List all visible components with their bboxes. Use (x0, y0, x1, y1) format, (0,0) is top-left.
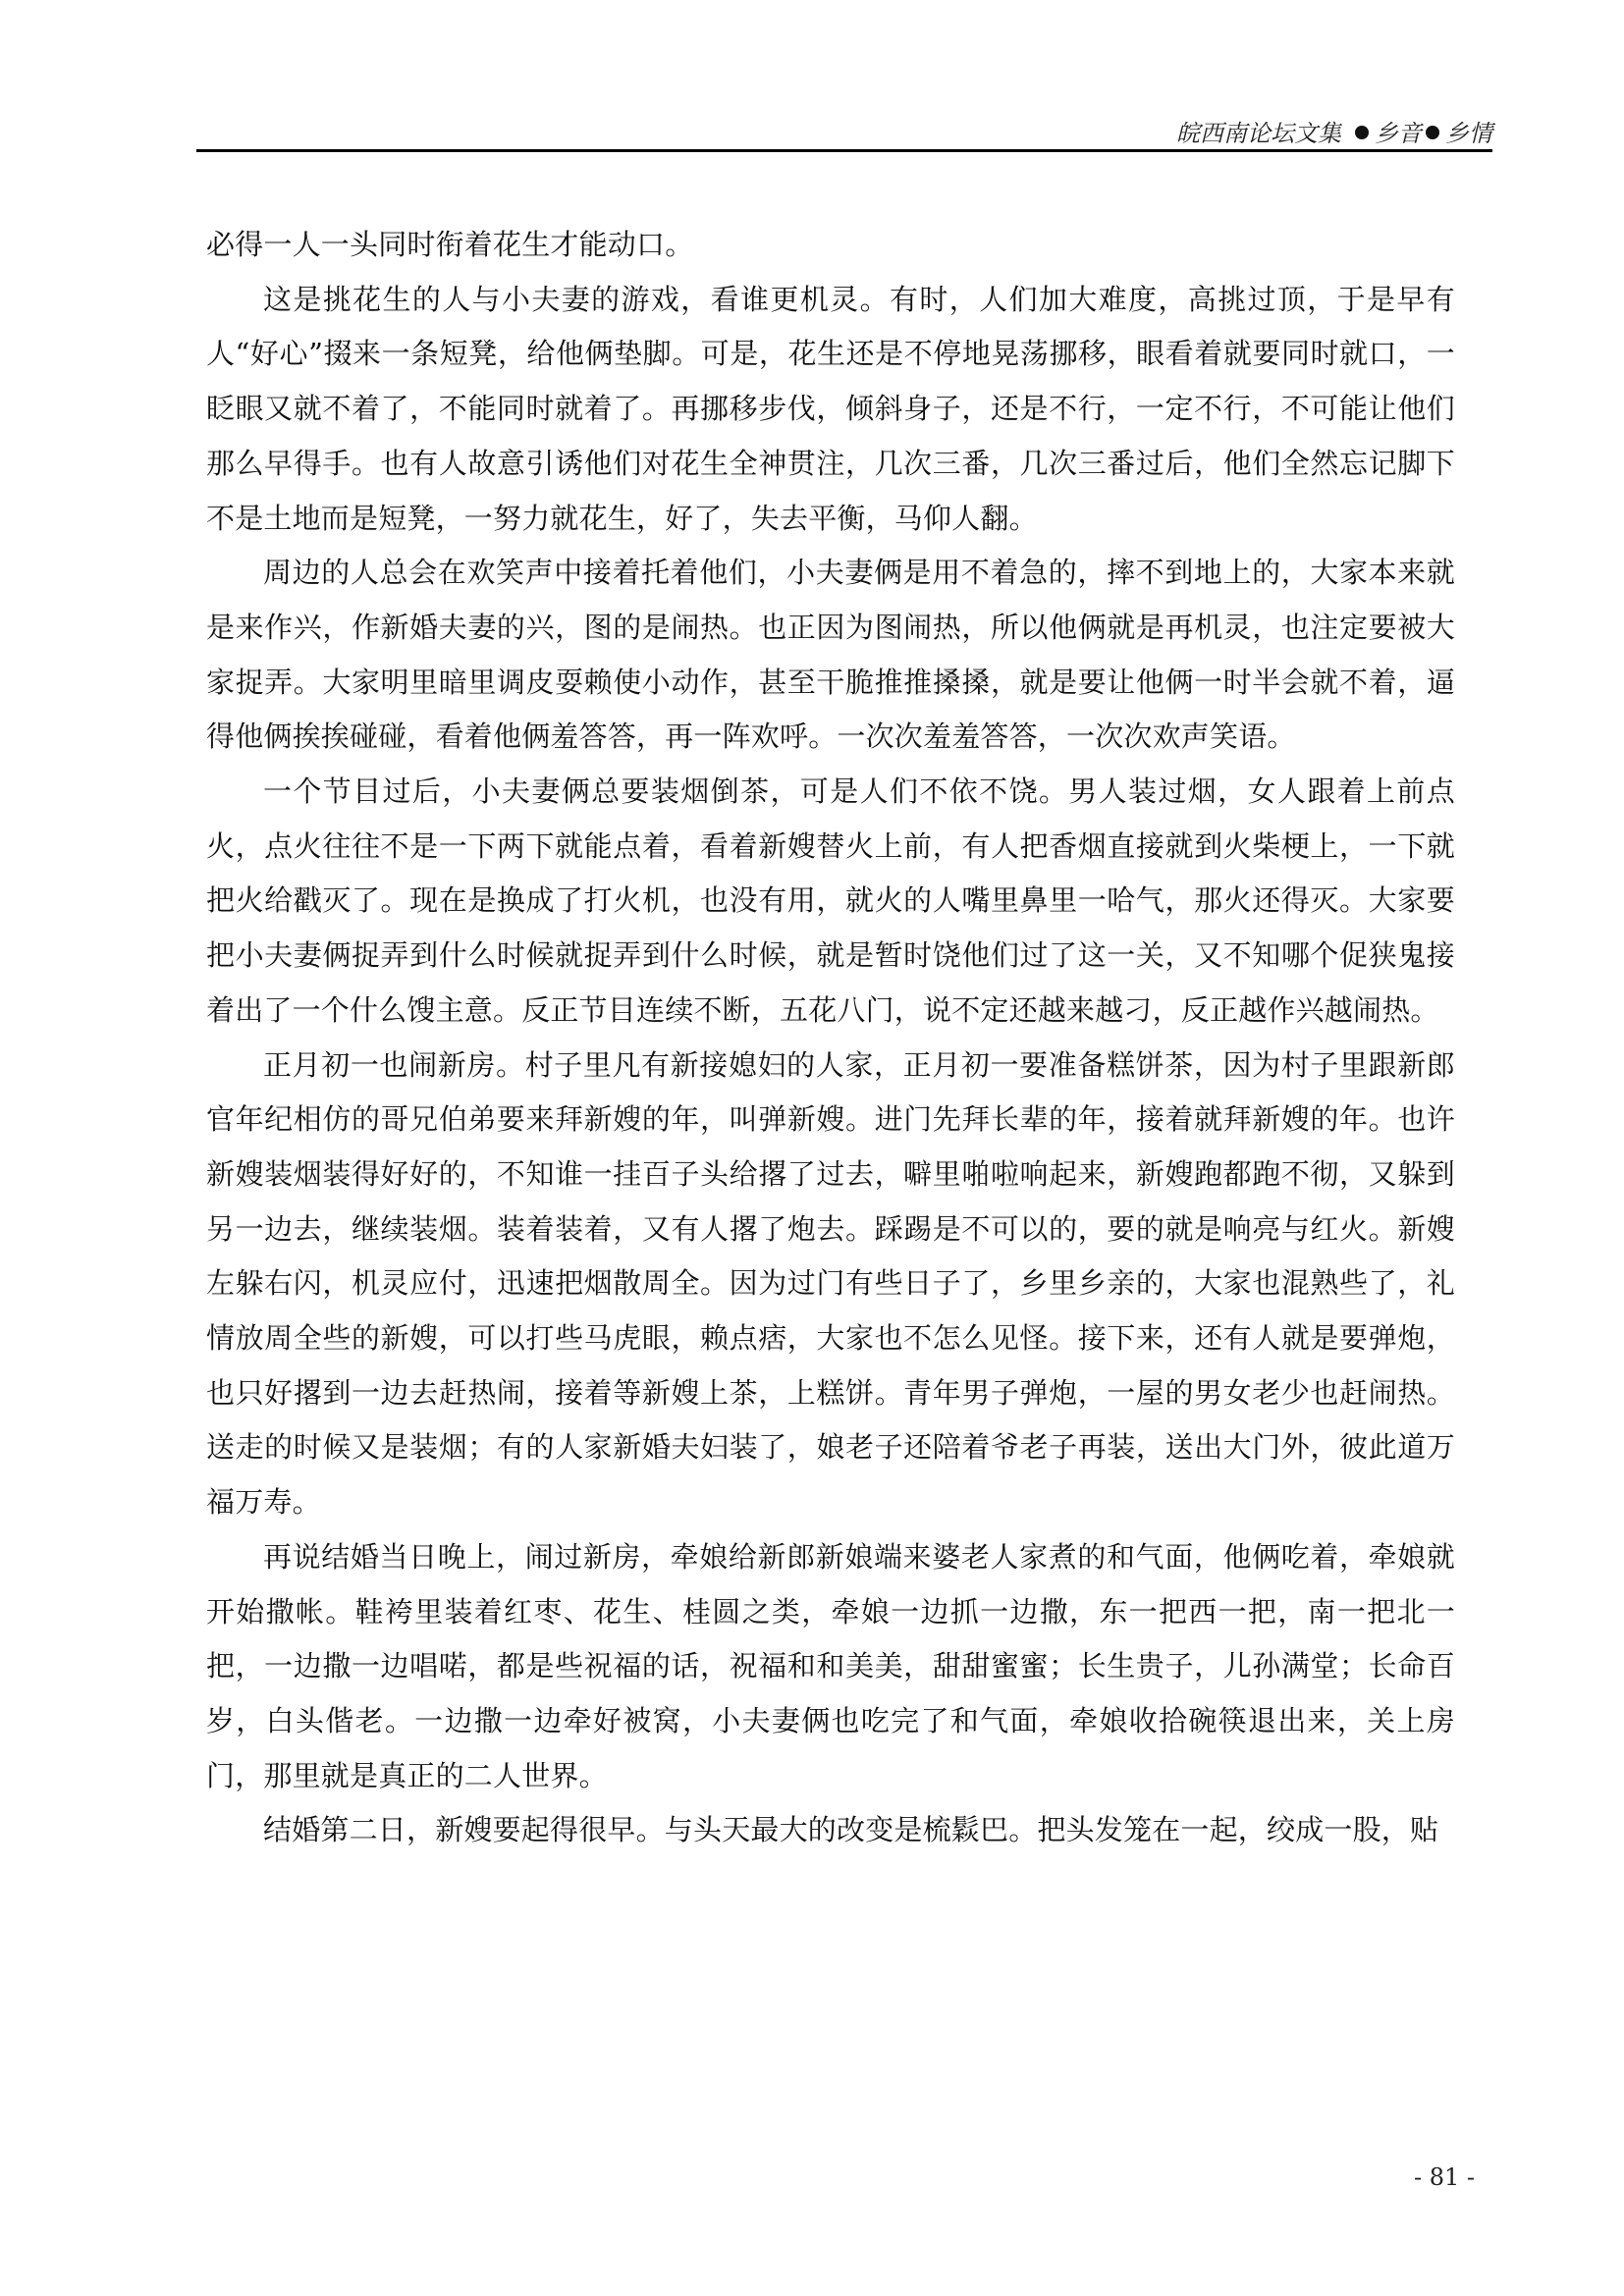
paragraph: 结婚第二日，新嫂要起得很早。与头天最大的改变是梳鬏巴。把头发笼在一起，绞成一股，贴 (263, 1813, 1439, 1847)
paragraph: 这是挑花生的人与小夫妻的游戏，看谁更机灵。有时，人们加大难度，高挑过顶，于是早有人“好心”掇来一条短凳，给他俩垫脚。可是，花生还是不停地晃荡挪移，眼看着就要同时就口，一眨眼又就不着了，不能同时就着了。再挪移步伐，倾斜身子，还是不行，一定不行，不可能让他们那么早得手。也有人故意引诱他们对花生全神贯注，几次三番，几次三番过后，他们全然忘记脚下不是土地而是短凳，一努力就花生，好了，失去平衡，马仰人翻。 (206, 282, 1455, 535)
page-number: - 81 - (1413, 2163, 1475, 2191)
paragraph: 再说结婚当日晚上，闹过新房，牵娘给新郎新娘端来婆老人家煮的和气面，他俩吃着，牵娘就开始撒帐。鞋袴里装着红枣、花生、桂圆之类，牵娘一边抓一边撒，东一把西一把，南一把北一把，一边撒一边唱喏，都是些祝福的话，祝福和和美美，甜甜蜜蜜；长生贵子，儿孙满堂；长命百岁，白头偕老。一边撒一边牵好被窝，小夫妻俩也吃完了和气面，牵娘收拾碗筷退出来，关上房门，那里就是真正的二人世界。 (206, 1539, 1455, 1792)
paragraph: 一个节目过后，小夫妻俩总要装烟倒茶，可是人们不依不饶。男人装过烟，女人跟着上前点火，点火往往不是一下两下就能点着，看着新嫂替火上前，有人把香烟直接就到火柴梗上，一下就把火给戳灭了。现在是换成了打火机，也没有用，就火的人嘴里鼻里一哈气，那火还得灭。大家要把小夫妻俩捉弄到什么时候就捉弄到什么时候，就是暂时饶他们过了这一关，又不知哪个促狭鬼接着出了一个什么馊主意。反正节目连续不断，五花八门，说不定还越来越刁，反正越作兴越闹热。 (206, 774, 1455, 1027)
running-header (196, 110, 1492, 152)
paragraph: 正月初一也闹新房。村子里凡有新接媳妇的人家，正月初一要准备糕饼茶，因为村子里跟新郎官年纪相仿的哥兄伯弟要来拜新嫂的年，叫弹新嫂。进门先拜长辈的年，接着就拜新嫂的年。也许新嫂装烟装得好好的，不知谁一挂百子头给撂了过去，噼里啪啦响起来，新嫂跑都跑不彻，又躲到另一边去，继续装烟。装着装着，又有人撂了炮去。踩踢是不可以的，要的就是响亮与红火。新嫂左躲右闪，机灵应付，迅速把烟散周全。因为过门有些日子了，乡里乡亲的，大家也混熟些了，礼情放周全些的新嫂，可以打些马虎眼，赖点痞，大家也不怎么见怪。接下来，还有人就是要弹炮，也只好撂到一边去赶热闹，接着等新嫂上茶，上糕饼。青年男子弹炮，一屋的男女老少也赶闹热。送走的时候又是装烟；有的人家新婚夫妇装了，娘老子还陪着爷老子再装，送出大门外，彼此道万福万寿。 (206, 1047, 1455, 1520)
section-title-1: 乡音 (1375, 120, 1422, 147)
header-title (1176, 114, 1492, 148)
bullet-icon (1426, 126, 1439, 139)
collection-title: 皖西南论坛文集 (1176, 120, 1341, 147)
article-body (206, 218, 1455, 1858)
section-title-2: 乡情 (1445, 120, 1492, 147)
paragraph: 必得一人一头同时衔着花生才能动口。 (206, 228, 694, 261)
bullet-icon (1355, 126, 1369, 139)
paragraph: 周边的人总会在欢笑声中接着托着他们，小夫妻俩是用不着急的，摔不到地上的，大家本来就是来作兴，作新婚夫妻的兴，图的是闹热。也正因为图闹热，所以他俩就是再机灵，也注定要被大家捉弄。大家明里暗里调皮耍赖使小动作，甚至干脆推推搡搡，就是要让他俩一时半会就不着，逼得他俩挨挨碰碰，看着他俩羞答答，再一阵欢呼。一次次羞羞答答，一次次欢声笑语。 (206, 556, 1455, 754)
